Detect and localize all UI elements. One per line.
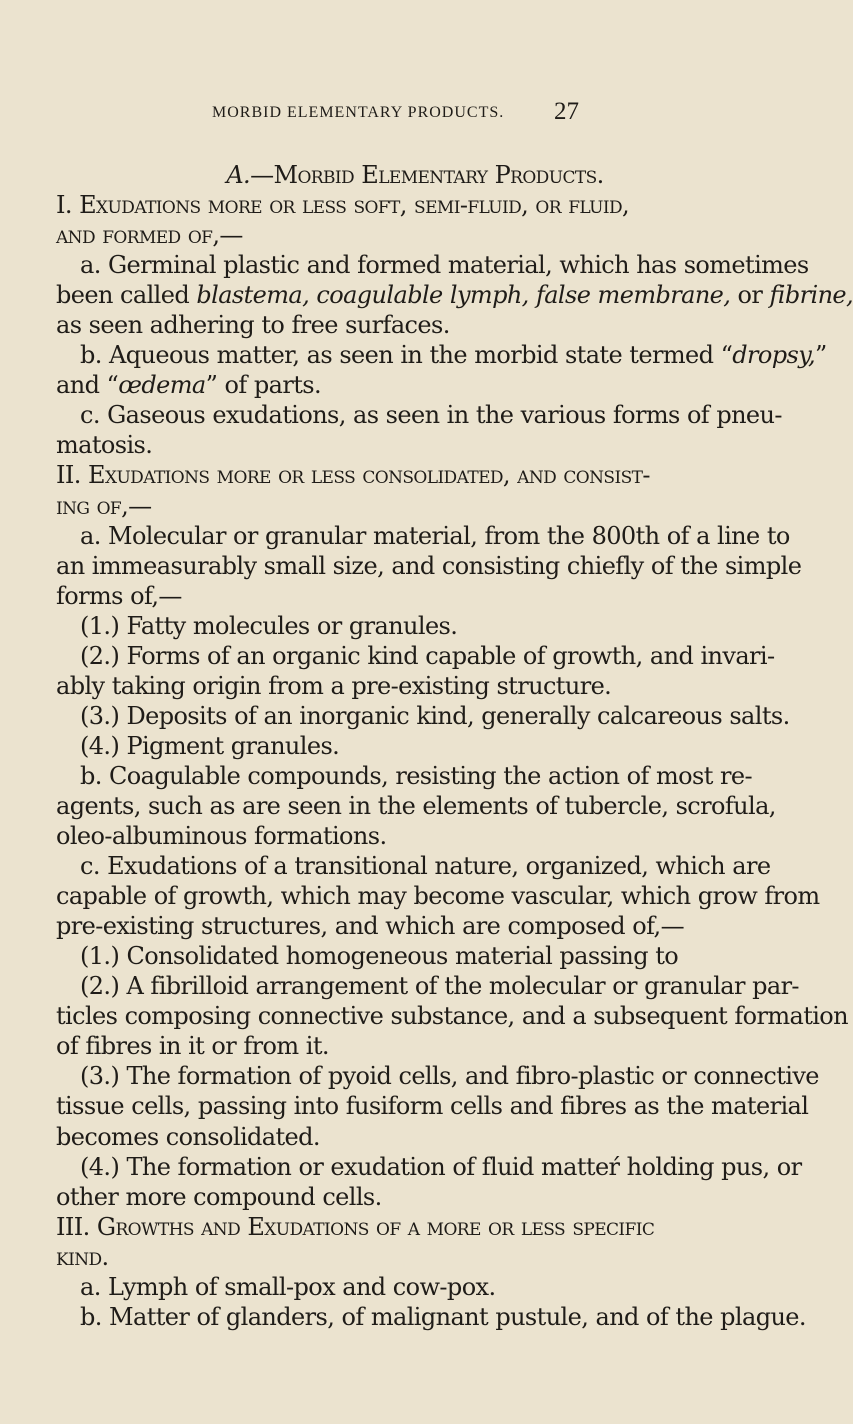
running-title: MORBID ELEMENTARY PRODUCTS. xyxy=(212,104,505,121)
body-text xyxy=(56,160,853,1332)
part-2-c-subitem-line: other more compound cells. xyxy=(56,1182,382,1211)
part-2-c-subitem-line: (4.) The formation or exudation of fluid matteŕ holding pus, or xyxy=(80,1152,802,1181)
part-2-item-c-line: pre-existing structures, and which are composed of,— xyxy=(56,912,684,941)
part-2-c-subitem-line: of fibres in it or from it. xyxy=(56,1032,329,1061)
part-3-item-line: a. Lymph of small-pox and cow-pox. xyxy=(80,1272,496,1301)
part-1-heading-cont: and formed of,— xyxy=(56,221,243,250)
part-2-item-a-line: an immeasurably small size, and consisting chiefly of the simple xyxy=(56,551,802,580)
part-1-item-c-line: c. Gaseous exudations, as seen in the various forms of pneu- xyxy=(80,401,782,430)
part-2-a-subitem-line: (4.) Pigment granules. xyxy=(80,731,340,760)
part-3-heading-cont: kind. xyxy=(56,1242,109,1271)
part-2-item-b-line: agents, such as are seen in the elements of tubercle, scrofula, xyxy=(56,791,776,820)
part-2-item-c-line: c. Exudations of a transitional nature, organized, which are xyxy=(80,852,771,881)
part-1-item-a-line: as seen adhering to free surfaces. xyxy=(56,311,450,340)
part-2-c-subitem-line: (3.) The formation of pyoid cells, and fibro-plastic or connective xyxy=(80,1062,819,1091)
part-1-item-a-line: a. Germinal plastic and formed material, which has sometimes xyxy=(80,251,809,280)
part-2-c-subitem-line: becomes consolidated. xyxy=(56,1122,320,1151)
running-head xyxy=(0,98,800,128)
part-2-a-subitem-line: (3.) Deposits of an inorganic kind, generally calcareous salts. xyxy=(80,701,790,730)
part-2-c-subitem-line: tissue cells, passing into fusiform cells and fibres as the material xyxy=(56,1092,809,1121)
part-3-item-line: b. Matter of glanders, of malignant pustule, and of the plague. xyxy=(80,1302,806,1331)
part-2-c-subitem-line: ticles composing connective substance, and a subsequent formation xyxy=(56,1002,849,1031)
part-2-item-b-line: b. Coagulable compounds, resisting the action of most re- xyxy=(80,761,752,790)
part-1-item-b-line: b. Aqueous matter, as seen in the morbid state termed “dropsy,” xyxy=(80,341,827,370)
part-2-item-a-line: a. Molecular or granular material, from the 800th of a line to xyxy=(80,521,790,550)
part-2-c-subitem-line: (1.) Consolidated homogeneous material passing to xyxy=(80,942,679,971)
section-heading-letter: A. xyxy=(226,161,251,189)
part-2-heading: II. Exudations more or less consolidated, and consist- xyxy=(56,461,650,490)
part-1-item-b-line: and “œdema” of parts. xyxy=(56,371,322,400)
section-heading xyxy=(56,160,792,190)
section-heading-text: —Morbid Elementary Products. xyxy=(250,161,604,189)
part-2-item-c-line: capable of growth, which may become vascular, which grow from xyxy=(56,882,820,911)
part-1-item-a-line: been called blastema, coagulable lymph, false membrane, or fibrine, xyxy=(56,281,853,310)
part-1-item-c-line: matosis. xyxy=(56,431,153,460)
part-2-item-b-line: oleo-albuminous formations. xyxy=(56,822,387,851)
part-2-a-subitem-line: ably taking origin from a pre-existing structure. xyxy=(56,671,612,700)
page-number: 27 xyxy=(554,98,579,125)
part-2-c-subitem-line: (2.) A fibrilloid arrangement of the molecular or granular par- xyxy=(80,972,799,1001)
part-1-heading: I. Exudations more or less soft, semi-fluid, or fluid, xyxy=(56,191,630,220)
part-2-a-subitem-line: (2.) Forms of an organic kind capable of growth, and invari- xyxy=(80,641,775,670)
part-3-heading: III. Growths and Exudations of a more or less specific xyxy=(56,1212,655,1241)
part-2-item-a-line: forms of,— xyxy=(56,581,182,610)
part-2-a-subitem-line: (1.) Fatty molecules or granules. xyxy=(80,611,458,640)
part-2-heading-cont: ing of,— xyxy=(56,491,152,520)
